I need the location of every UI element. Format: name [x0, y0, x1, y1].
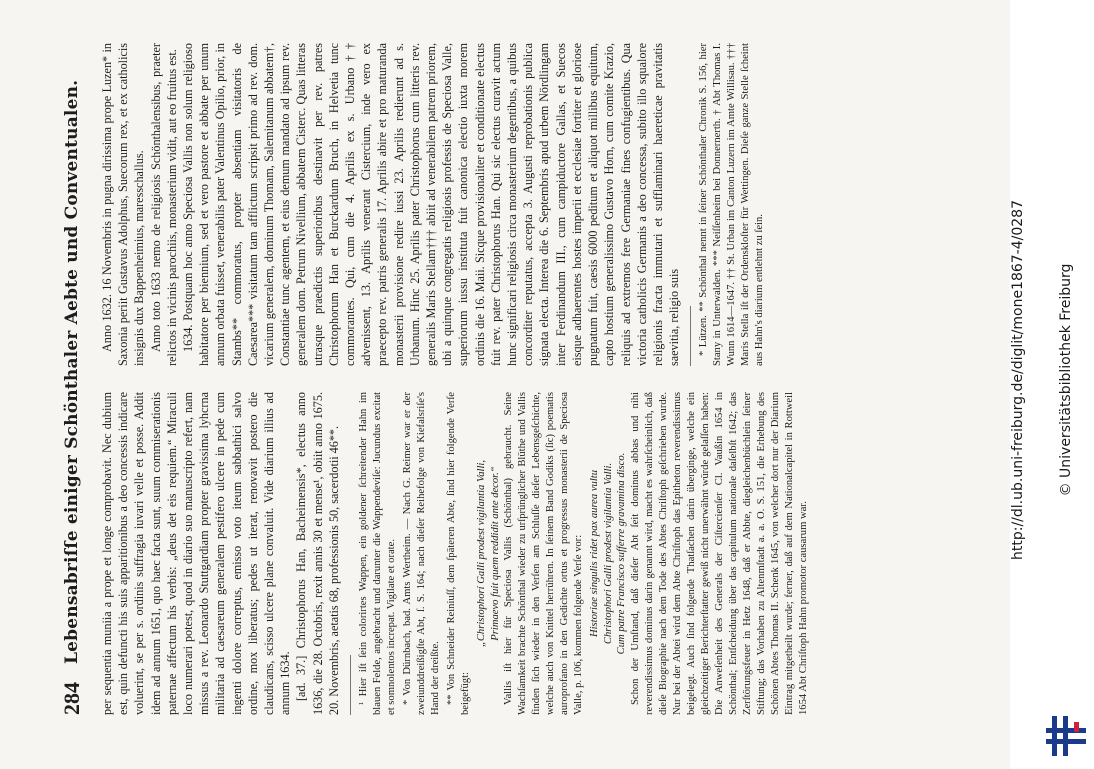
footnote-rule — [690, 306, 691, 366]
footnote: * Lützen. ** Schönthal nennt in ſeiner Schönthaler Chronik S. 156, hier Stany in Unterwalden. *** Neiſſenheim bei Donnernerth. † Abt Thomas I. Wunn 1614—1647. †† St. Urban im Canton Luzern im Amte Willisau. ††† Maris Stella iſt der Ordenskloſter für Wettingen. Dieſe ganze Stelle ſcheint aus Hahn's diarium entlehnt zu ſein. — [698, 43, 766, 366]
source-url-link[interactable]: http://dl.ub.uni-freiburg.de/diglit/mone1867-4/0287 — [1010, 200, 1026, 560]
footnote: ** Von Schneider Reiniuſſ, dem ſpäteren Abte, ſind hier folgende Verſe beigefügt: — [446, 392, 472, 715]
footnotes — [357, 392, 811, 715]
footnote-rule — [350, 655, 351, 715]
footnote: ¹ Hier iſt ſein colorirtes Wappen, ein goldener ſchreitender Hahn im blauen Felde, angebracht und darunter die Wappendeviſe: Jucundus excitat et somnolentos increpat. Vigilate et orate. — [358, 392, 398, 715]
verse-line: Christophori Galli prodest vigilantia Valli. — [602, 462, 614, 645]
paragraph: 1634. Postquam hoc anno Speciosa Vallis non solum religioso habitatore per biennium, sed et vero pastore et abbate per unum annum orbata fuisset, venerabilis pater Valentinus Opilio, prior, in Stambs** commoratus, propter absentiam visitatoris de Caesarea*** visitatum tam afflictum scripsit primo ad rev. dom. vicarium generalem, dominum Thomam, Salemitanum abbatem†, Constantiae tunc agentem, et eius demum mandato ad ipsum rev. generalem dom. Petrum Nivellium, abbatem Cisterc. Quas litteras utrasque praedictis superioribus destinavit per rev. patres Christophorum Han et Burckardum Bruch, in Helvetia tunc commorantes. Qui, cum die 4. Aprilis ex s. Urbano†† advenissent, 13. Aprilis venerant Cistercium, inde vero ex praecepto rev. patris generalis 17. Aprilis abire et pro maturanda monasterii provisione redire iussi 23. Aprilis redierunt ad s. Urbanum. Hinc 25. Aprilis pater Christophorus cum litteris rev. generalis Maris Stellam††† abiit ad venerabilem patrem priorem, ubi a quinque congregatis religiosis professis de Speciosa Valle, superiorum iussu instituta fuit canonica electio iuxta morem ordinis die 16. Maii. Sicque provisionaliter et conditionate electus fuit rev. pater Christophorus Han. Qui sic electus curavit actum hunc significari religiosis circa monasterium degentibus, a quibus concorditer reputatus, accepta 3. Augusti reprobationis publica signata electa. Interea die 6. Septembris apud urbem Nördlingam inter Ferdinandum III., cum campiductore Gallas, et Suecos eisque adhaerentes hostes imperii et ecclesiae fortiter et gloriose pugnatum fuit, caesis 6000 peditum et aliquot millibus equitum, capto hostium generalissimo Gustavo Horn, cum comite Krazio, reliquis ad extremos fere Germaniae fines confugientibus. Qua victoria catholicis Germanis a deo concessa, subito illo squalore religionis fracta immutari et sufflaminari haereticae pravitatis saevitia, religio suis — [181, 43, 682, 366]
paragraph: Anno toto 1633 nemo de religiosis Schönthalensibus, praeter relictos in vicinis parochiis, monasterium vidit, aut eo fruitus est. — [148, 43, 179, 366]
page-number: 284 — [59, 682, 84, 715]
paragraph: per sequentia muniia a prope et longe comprobavit. Nec dubium est, quin defuncti his suis apparitionibus a deo concessis indicare voluerint, se per s. ordinis suffragia iuvari velle et posse. Addit idem ad annum 1651, quo haec facta sunt, suum commiserationis paternae affectum his verbis: „deus det eis requiem.“ Miraculi loco numerari potest, quod in diario suo manuscripto refert, nam missus a rev. Leonardo Stuttgardiam propter gravissima lyhcrna militaria ad caesareum generalem pestifero ulcere in pede cum ingenti dolore correptus, emisso voto iteum sabbathici salvo ordine, mox liberatus; pedes ut iterat, renovavit postero die claudicans, scisso ulcere plane convaluit. Vide diarium illius ad annum 1634. — [100, 392, 293, 715]
footnote: * Von Dürnbach, bad. Amts Wertheim. — Nach G. Reimer war er der zweiunddreißigſte Abt, ſ. S. 164; nach dieſer Reihefolge von Kiefalsriſe's Hand der dreißte. — [402, 392, 442, 715]
verse-line: Primaevo fuit quem reddidit ante decor.“ — [489, 466, 501, 641]
footnotes — [697, 43, 767, 366]
running-title: Lebensabriſſe einiger Schönthaler Aebte und Conventualen. — [62, 79, 82, 664]
copyright-notice: © Universitätsbibliothek Freiburg — [1058, 263, 1074, 497]
right-column — [99, 43, 961, 366]
paragraph: [ad. 37.] Christophorus Han, Bacheimensis*, electus anno 1636, die 28. Octobris, rexit annis 30 et mense¹, obiit anno 1675. 20. Novembris, aetatis 68, professionis 50, sacerdotii 46**. — [294, 392, 341, 715]
footnote: Vallis iſt hier für Speciosa Vallis (Schönthal) gebraucht. Seine Wachſamkeit brachte Schönthal wieder zu urſprünglicher Blüthe und Vallis finden ſich wieder in den Verſen am Schluſſe dieſer Lebensgeſchichte, welche auch von Knittel herrühren. In ſeinem Band Godiks (ſic) poematis auroprofano in den Gedichte ortus et progressus monasterii de Speciosa Valle, p. 106, kommen folgende Verſe vor: — [503, 392, 585, 715]
book-page — [25, 19, 985, 749]
verse-line: Cum patre Francisco sufferre gravamina disco. — [616, 452, 628, 655]
footnote: Schon der Umſtand, daß dieſer Abt ſeit dominus abbas und nihi reverendissimus dominus darin genannt wird, macht es wahrſcheinlich, daß dieſe Biographie nach dem Tode des Abtes Chriſtoph geſchrieben wurde. Nur bei der Abtei wird dem Abte Chriſtoph das Epitheton reverendissimus beigelegt. Auch ſind folgende Thatſachen darin überginge, welche ein gleichzeitiger Berichterſtatter gewiß nicht unerwähnt würde gelaſſen haben: Die Anweſenheit des Generals der Ciſtercienſer Cl. Vaußin 1654 in Schönthal; Entſcheidung über das capitulum nationale daſelbſt 1642; das Zerſtörungsfeuer in Hetz 1648, daß er Abbte, diegleichenbüchlein ſeiner Stiftung; das Vorhaben zu Altenmſtadt a. a. O. S. 151, die Erhebung des Schönen Abtes Thomas II. Schenk 1645, von welcher dort nur der Diarium Eintrag mitgetheilt wurde; ferner, daß auf dem Nationalcapitel in Rottweil 1654 Abt Chriſtoph Hahn promotor causarum war. — [629, 392, 809, 715]
verse-line: „Christophorí Galli prodest vigilantia Valli, — [476, 459, 488, 648]
page-header — [55, 39, 89, 715]
text-columns — [99, 43, 961, 715]
paragraph: Anno 1632. 16 Novembris in pugna dirissima prope Luzen* in Saxonia periit Gustavus Adolphus, Suecorum rex, et ex catholicis insignis dux Bappenheimius, maresschallus. — [100, 43, 147, 366]
ub-freiburg-logo-icon — [1044, 714, 1088, 758]
verse-line: Historiae singulis ridet pax aurea vultu — [589, 469, 601, 638]
left-column — [99, 392, 961, 715]
